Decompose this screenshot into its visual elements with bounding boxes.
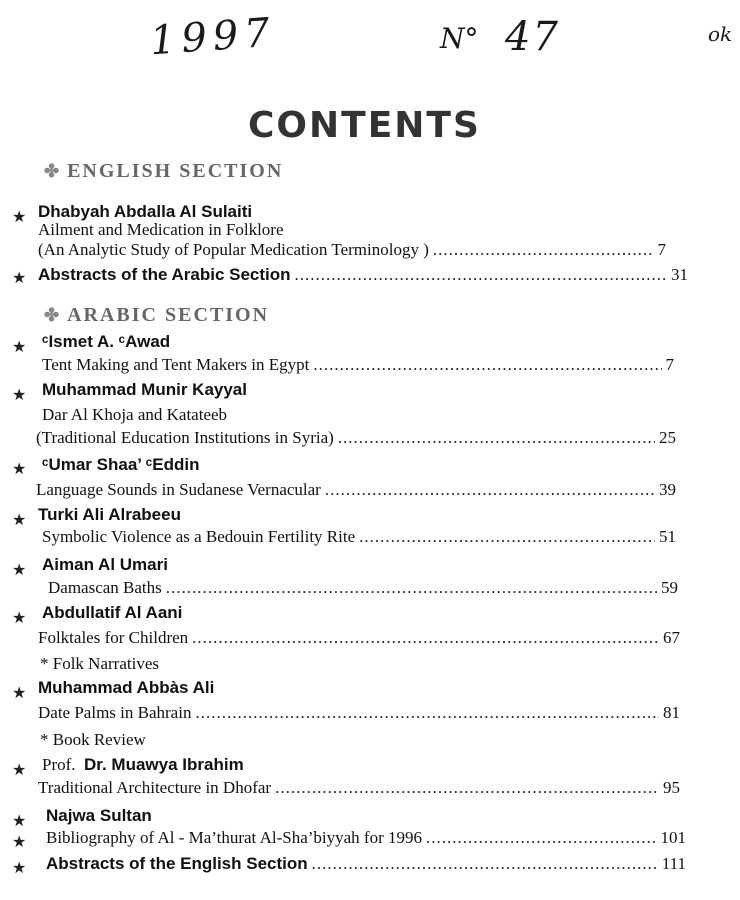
dot-leader (325, 480, 655, 500)
entry-title: Traditional Architecture in Dhofar (38, 778, 272, 797)
star-icon: ★ (12, 209, 27, 226)
toc-entry[interactable] (42, 355, 674, 375)
entry-title: Folktales for Children (38, 628, 189, 647)
star-icon: ★ (12, 461, 27, 478)
star-icon: ★ (12, 610, 27, 627)
page-number: 101 (660, 828, 686, 847)
page-number: 111 (661, 854, 686, 873)
page-title: CONTENTS (248, 105, 481, 146)
page-number: 81 (663, 703, 680, 722)
dot-leader (426, 828, 657, 848)
toc-entry[interactable] (42, 527, 676, 547)
star-icon: ★ (12, 387, 27, 404)
toc-entry[interactable] (36, 480, 676, 500)
handwritten-issue-number: 47 (505, 14, 560, 60)
toc-entry[interactable] (38, 628, 680, 648)
entry-author: ᶜUmar Shaa’ ᶜEddin (42, 455, 200, 474)
dot-leader (195, 703, 659, 723)
entry-author: Abdullatif Al Aani (42, 603, 183, 622)
toc-entry[interactable] (38, 240, 666, 260)
star-icon: ★ (12, 270, 27, 287)
star-icon: ★ (12, 834, 27, 851)
page-number: 7 (657, 240, 666, 259)
toc-entry[interactable] (38, 265, 688, 285)
ornament-icon: ✤ (44, 305, 62, 325)
toc-entry[interactable] (36, 428, 676, 448)
page-number: 39 (659, 480, 676, 499)
page-number: 7 (665, 355, 674, 374)
toc-entry[interactable] (38, 703, 680, 723)
handwritten-number-prefix: N° (440, 22, 479, 55)
entry-subtitle: (Traditional Education Institutions in Syria) (36, 428, 334, 447)
english-section-heading: ✤ ENGLISH SECTION (44, 160, 284, 182)
arabic-section-heading: ✤ ARABIC SECTION (44, 304, 270, 326)
entry-title: Bibliography of Al - Ma’thurat Al-Sha’biyyah for 1996 (46, 828, 422, 847)
handwritten-year: 1997 (148, 9, 278, 65)
star-icon: ★ (12, 512, 27, 529)
dot-leader (359, 527, 655, 547)
toc-entry[interactable] (38, 778, 680, 798)
entry-title: Date Palms in Bahrain (38, 703, 192, 722)
entry-title: Dar Al Khoja and Katateeb (42, 405, 228, 424)
dot-leader (338, 428, 655, 448)
toc-entry[interactable] (46, 854, 686, 874)
dot-leader (313, 355, 661, 375)
star-icon: ★ (12, 562, 27, 579)
entry-author: Turki Ali Alrabeeu (38, 505, 181, 524)
entry-author: ᶜIsmet A. ᶜAwad (42, 332, 171, 351)
entry-title: Language Sounds in Sudanese Vernacular (36, 480, 321, 499)
entry-author: Dhabyah Abdalla Al Sulaiti (38, 202, 253, 221)
dot-leader (275, 778, 659, 798)
dot-leader (433, 240, 654, 260)
entry-title: Abstracts of the English Section (46, 854, 308, 873)
toc-entry[interactable] (46, 828, 686, 848)
dot-leader (192, 628, 659, 648)
dot-leader (295, 265, 667, 285)
star-icon: ★ (12, 860, 27, 877)
page-number: 25 (659, 428, 676, 447)
entry-title: Tent Making and Tent Makers in Egypt (42, 355, 310, 374)
entry-title: Abstracts of the Arabic Section (38, 265, 291, 284)
page-number: 51 (659, 527, 676, 546)
handwritten-ok-mark: ok (708, 22, 733, 46)
page-number: 95 (663, 778, 680, 797)
entry-author: Prof. Dr. Muawya Ibrahim (42, 755, 244, 774)
entry-subtitle: (An Analytic Study of Popular Medication Terminology ) (38, 240, 429, 259)
entry-title: Ailment and Medication in Folklore (38, 220, 284, 239)
toc-entry[interactable] (48, 578, 678, 598)
entry-title: Damascan Baths (48, 578, 162, 597)
dot-leader (166, 578, 657, 598)
star-icon: ★ (12, 339, 27, 356)
entry-author: Muhammad Munir Kayyal (42, 380, 247, 399)
star-icon: ★ (12, 685, 27, 702)
entry-title: Symbolic Violence as a Bedouin Fertility Rite (42, 527, 356, 546)
entry-author: Muhammad Abbàs Ali (38, 678, 215, 697)
dot-leader (312, 854, 658, 874)
category-note: * Folk Narratives (40, 654, 159, 673)
star-icon: ★ (12, 813, 27, 830)
page-number: 67 (663, 628, 680, 647)
entry-author: Najwa Sultan (46, 806, 152, 825)
star-icon: ★ (12, 762, 27, 779)
entry-author: Aiman Al Umari (42, 555, 168, 574)
ornament-icon: ✤ (44, 161, 62, 181)
category-note: * Book Review (40, 730, 146, 749)
page-number: 59 (661, 578, 678, 597)
page-number: 31 (671, 265, 688, 284)
